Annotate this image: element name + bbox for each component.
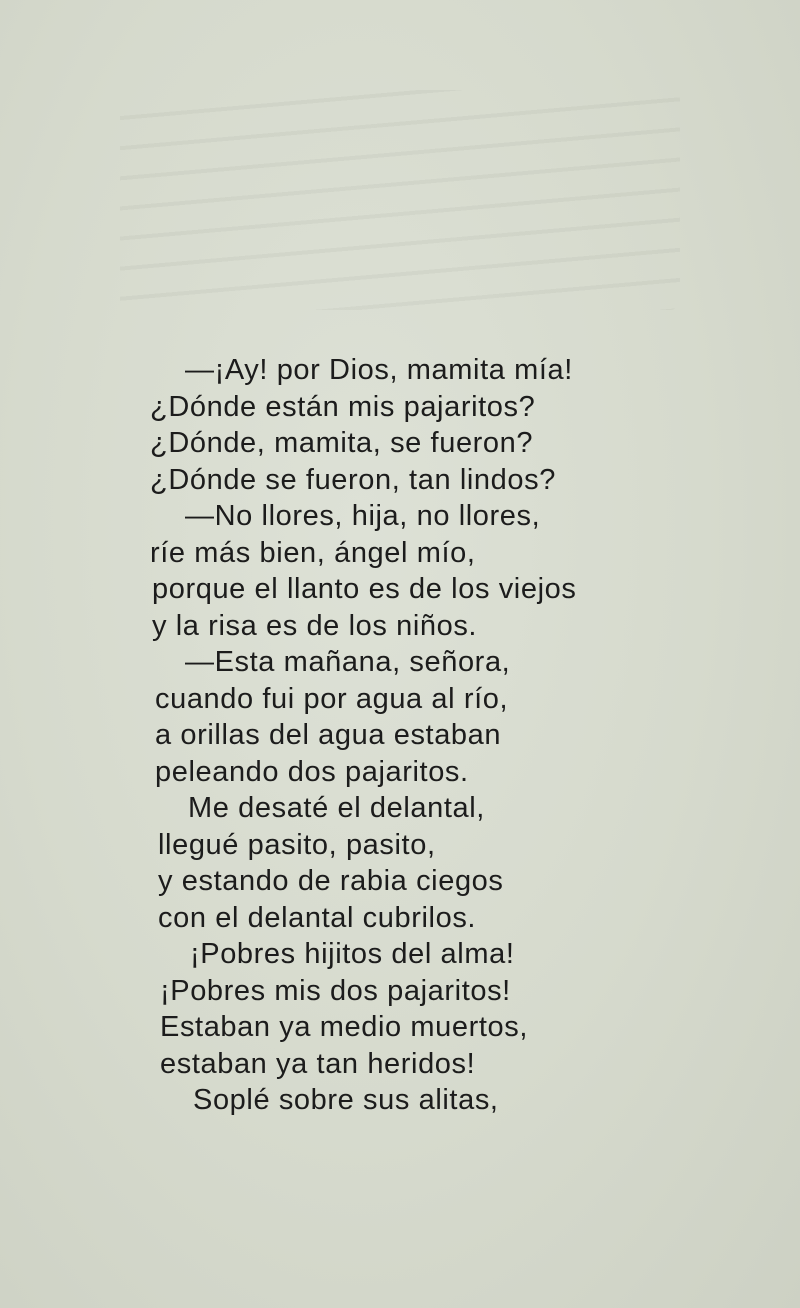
poem-line: y la risa es de los niños.	[152, 610, 478, 642]
poem-line: porque el llanto es de los viejos	[152, 573, 577, 605]
poem-line: ¡Pobres mis dos pajaritos!	[160, 975, 511, 1007]
poem-line: llegué pasito, pasito,	[158, 829, 436, 861]
poem-line: —Esta mañana, señora,	[185, 646, 511, 678]
poem-line: estaban ya tan heridos!	[160, 1048, 476, 1080]
poem-line: y estando de rabia ciegos	[158, 865, 504, 897]
poem-line: Me desaté el delantal,	[188, 792, 485, 824]
poem-line: ¡Pobres hijitos del alma!	[190, 938, 515, 970]
poem-line: Soplé sobre sus alitas,	[193, 1084, 499, 1116]
poem-line: —No llores, hija, no llores,	[185, 500, 541, 532]
poem-line: —¡Ay! por Dios, mamita mía!	[185, 354, 573, 386]
poem-line: ¿Dónde se fueron, tan lindos?	[150, 464, 556, 496]
poem-line: con el delantal cubrilos.	[158, 902, 477, 934]
poem-line: cuando fui por agua al río,	[155, 683, 509, 715]
poem-line: ¿Dónde están mis pajaritos?	[150, 391, 536, 423]
poem-line: ríe más bien, ángel mío,	[150, 537, 476, 569]
poem-line: Estaban ya medio muertos,	[160, 1011, 529, 1043]
poem-line: a orillas del agua estaban	[155, 719, 502, 751]
poem-line: ¿Dónde, mamita, se fueron?	[150, 427, 534, 459]
poem-line: peleando dos pajaritos.	[155, 756, 469, 788]
